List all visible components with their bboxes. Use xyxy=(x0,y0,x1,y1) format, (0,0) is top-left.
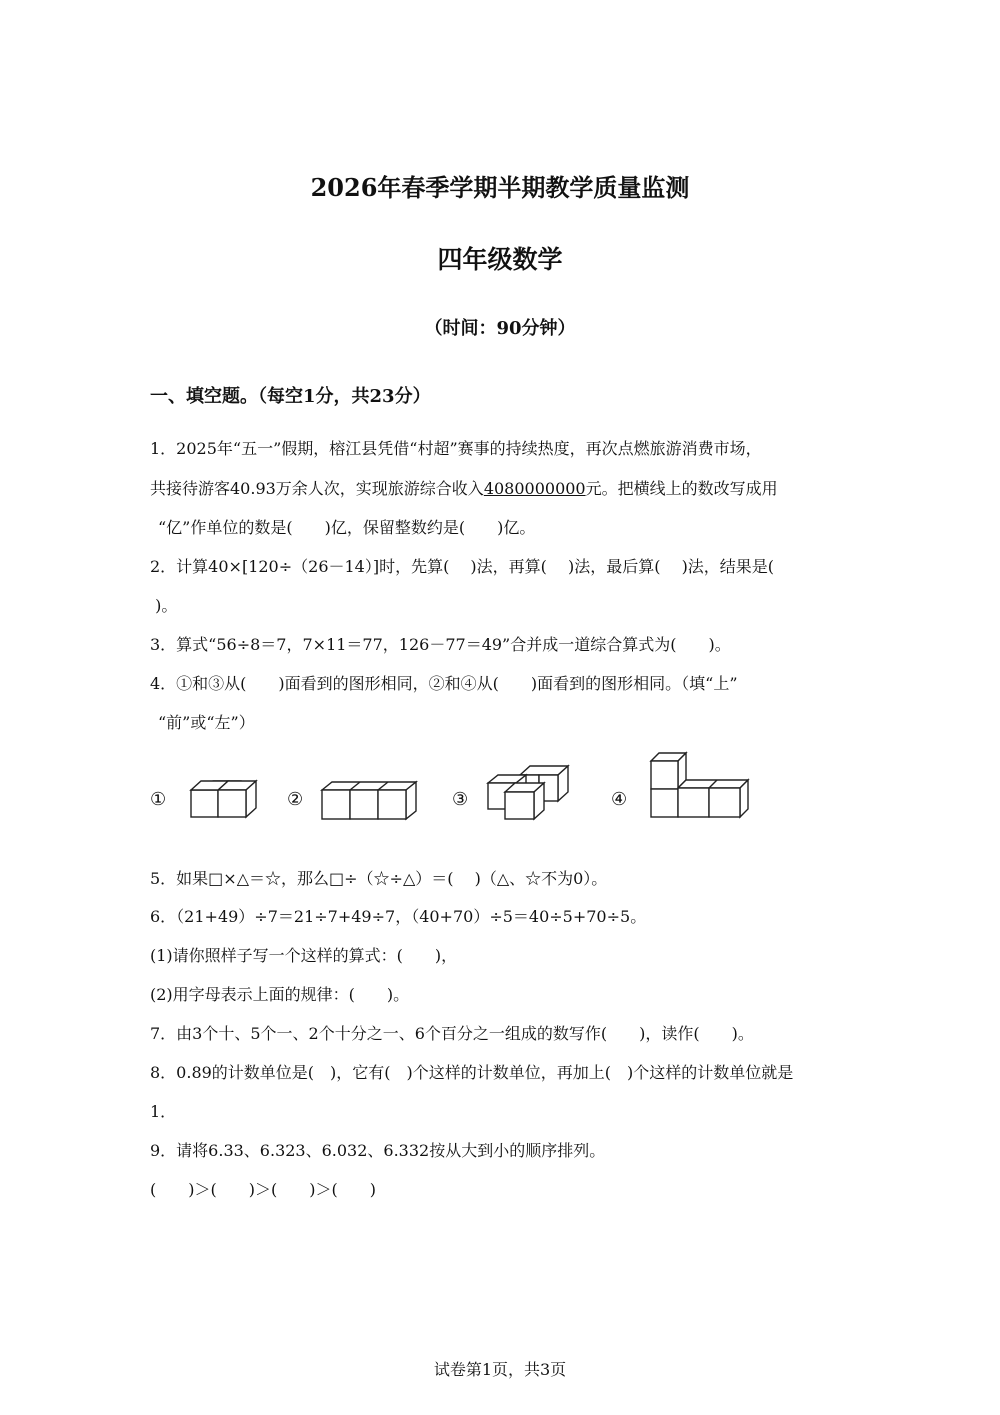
figure-label-1: ① xyxy=(150,789,167,810)
exam-title: 2026年春季学期半期教学质量监测 xyxy=(310,173,690,202)
q5-line1: 5．如果□×△＝☆，那么□÷（☆÷△）＝( )（△、☆不为0）。 xyxy=(150,869,608,888)
q6-line3: (2)用字母表示上面的规律：( )。 xyxy=(150,985,410,1004)
q2-line2: )。 xyxy=(150,596,178,615)
q3-line1: 3．算式“56÷8＝7，7×11＝77，126－77＝49”合并成一道综合算式为( )。 xyxy=(150,635,731,654)
q7-line1: 7．由3个十、5个一、2个十分之一、6个百分之一组成的数写作( )，读作( )。 xyxy=(150,1024,754,1043)
q8-line1: 8．0.89的计数单位是( )，它有( )个这样的计数单位，再加上( )个这样的计数单位就是 xyxy=(150,1063,794,1082)
q6-line1: 6．（21+49）÷7＝21÷7+49÷7，（40+70）÷5＝40÷5+70÷5。 xyxy=(150,907,647,926)
exam-time: （时间：90分钟） xyxy=(424,318,576,339)
cube-figure-1 xyxy=(185,770,265,825)
q1-line2 xyxy=(150,479,778,499)
figure-label-3: ③ xyxy=(452,789,469,810)
q9-answer-line: ( )＞( )＞( )＞( ) xyxy=(150,1180,376,1199)
q2-line1: 2．计算40×[120÷（26－14）]时，先算( )法，再算( )法，最后算( )法，结果是( xyxy=(150,557,775,576)
q6-line2: (1)请你照样子写一个这样的算式：( )， xyxy=(150,946,458,965)
q4-line1: 4．①和③从( )面看到的图形相同，②和④从( )面看到的图形相同。（填“上” xyxy=(150,674,738,693)
q4-line2: “前”或“左”） xyxy=(158,713,255,732)
q1-line1: 1．2025年“五一”假期，榕江县凭借“村超”赛事的持续热度，再次点燃旅游消费市场， xyxy=(150,439,762,458)
figure-label-2: ② xyxy=(287,789,304,810)
cube-figure-2 xyxy=(318,778,423,826)
page-footer: 试卷第1页，共3页 xyxy=(433,1360,567,1379)
q9-line1: 9．请将6.33、6.323、6.032、6.332按从大到小的顺序排列。 xyxy=(150,1141,606,1160)
q8-line2: 1． xyxy=(150,1102,177,1121)
section-heading: 一、填空题。（每空1分，共23分） xyxy=(150,386,431,407)
q1-line2-b: 元。把横线上的数改写成用 xyxy=(585,479,778,498)
figure-label-4: ④ xyxy=(611,789,628,810)
q1-line3: “亿”作单位的数是( )亿，保留整数约是( )亿。 xyxy=(158,518,536,537)
q1-underlined-number: 4080000000 xyxy=(483,479,586,498)
q1-line2-a: 共接待游客40.93万余人次，实现旅游综合收入 xyxy=(150,479,484,498)
cube-figure-4 xyxy=(648,750,753,822)
exam-subtitle: 四年级数学 xyxy=(437,245,563,274)
cube-figure-3 xyxy=(485,762,575,824)
